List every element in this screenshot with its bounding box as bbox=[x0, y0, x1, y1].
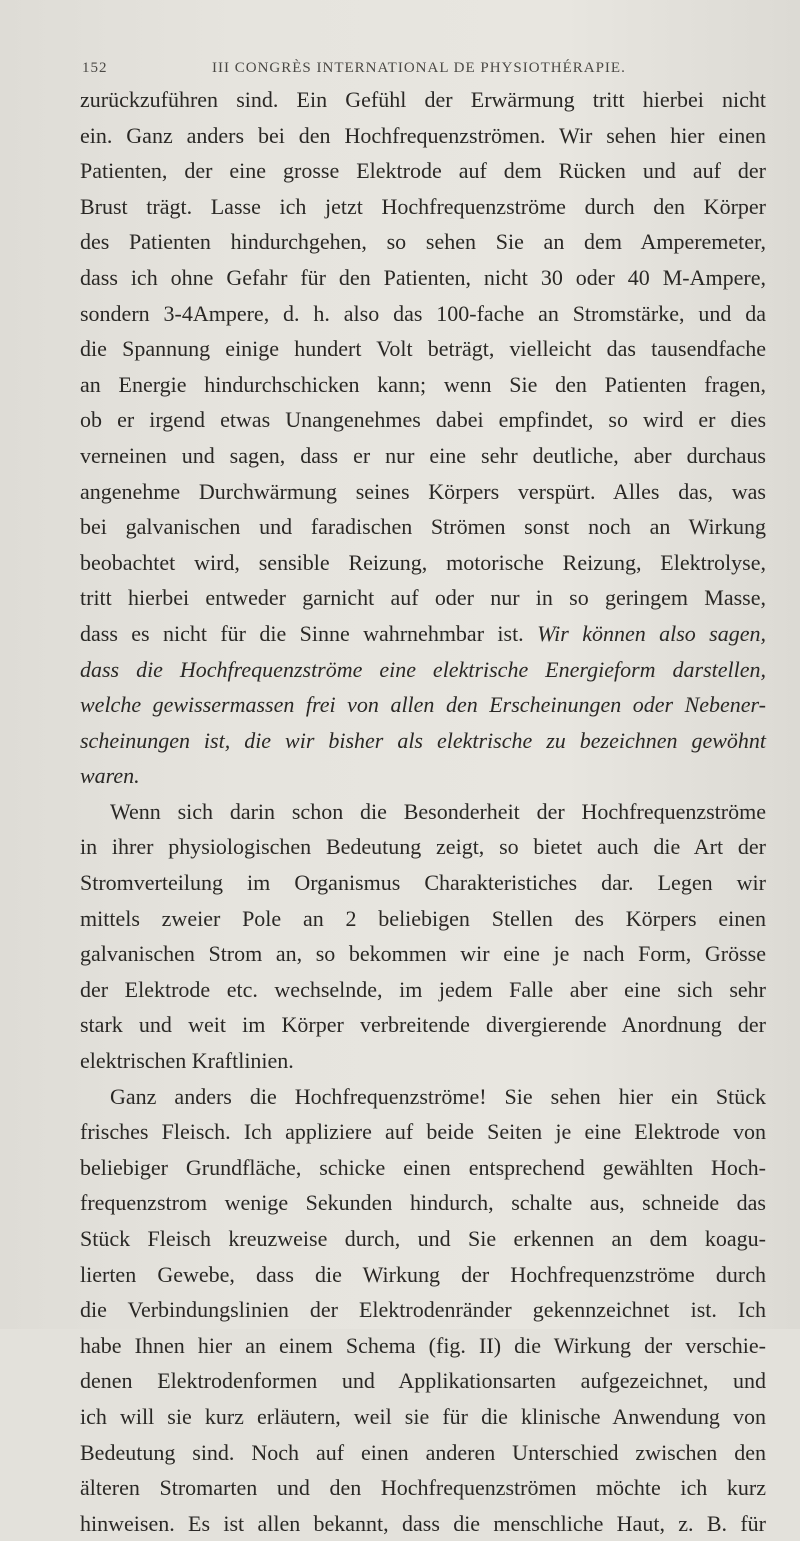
text-line: dass ich ohne Gefahr für den Patienten, nicht 30 oder 40 M-Ampere, bbox=[80, 264, 766, 290]
text-line: die Spannung einige hundert Volt beträgt, vielleicht das tausendfache bbox=[80, 336, 766, 362]
text-line: ich will sie kurz erläutern, weil sie für die klinische Anwendung von bbox=[80, 1403, 766, 1429]
italic-line: scheinungen ist, die wir bisher als elektrische zu bezeichnen gewöhnt bbox=[80, 727, 766, 753]
text-line: beliebiger Grundfläche, schicke einen entsprechend gewählten Hoch- bbox=[80, 1154, 766, 1180]
text-line: Wenn sich darin schon die Besonderheit der Hochfrequenzströme bbox=[110, 798, 766, 824]
text-line: Patienten, der eine grosse Elektrode auf dem Rücken und auf der bbox=[80, 158, 766, 184]
text-line: Ganz anders die Hochfrequenzströme! Sie sehen hier ein Stück bbox=[110, 1083, 766, 1109]
text-line: elektrischen Kraftlinien. bbox=[80, 1048, 294, 1074]
text-line: beobachtet wird, sensible Reizung, motorische Reizung, Elektrolyse, bbox=[80, 549, 766, 575]
text-line: hinweisen. Es ist allen bekannt, dass die menschliche Haut, z. B. für bbox=[80, 1510, 766, 1536]
italic-line: waren. bbox=[80, 763, 140, 789]
text-line: an Energie hindurchschicken kann; wenn Sie den Patienten fragen, bbox=[80, 371, 766, 397]
text-line: habe Ihnen hier an einem Schema (fig. II) die Wirkung der verschie- bbox=[80, 1332, 766, 1358]
text-line: Bedeutung sind. Noch auf einen anderen Unterschied zwischen den bbox=[80, 1439, 766, 1465]
body-text bbox=[80, 82, 766, 1541]
running-head: III CONGRÈS INTERNATIONAL DE PHYSIOTHÉRAPIE. bbox=[212, 60, 626, 76]
text-line: tritt hierbei entweder garnicht auf oder nur in so geringem Masse, bbox=[80, 585, 766, 611]
text-line: älteren Stromarten und den Hochfrequenzströmen möchte ich kurz bbox=[80, 1475, 766, 1501]
text-line: galvanischen Strom an, so bekommen wir eine je nach Form, Grösse bbox=[80, 941, 766, 967]
text-line: ein. Ganz anders bei den Hochfrequenzströmen. Wir sehen hier einen bbox=[80, 122, 766, 148]
page-number: 152 bbox=[82, 60, 108, 76]
text-line: des Patienten hindurchgehen, so sehen Sie an dem Amperemeter, bbox=[80, 229, 766, 255]
text-line: frisches Fleisch. Ich appliziere auf beide Seiten je eine Elektrode von bbox=[80, 1119, 766, 1145]
text-line: in ihrer physiologischen Bedeutung zeigt, so bietet auch die Art der bbox=[80, 834, 766, 860]
text-line: denen Elektrodenformen und Applikationsarten aufgezeichnet, und bbox=[80, 1368, 766, 1394]
text-line: lierten Gewebe, dass die Wirkung der Hochfrequenzströme durch bbox=[80, 1261, 766, 1287]
text-line: Stück Fleisch kreuzweise durch, und Sie erkennen an dem koagu- bbox=[80, 1226, 766, 1251]
roman-text: dass es nicht für die Sinne wahrnehmbar ist. bbox=[80, 620, 524, 646]
text-line: Stromverteilung im Organismus Charakteristiches dar. Legen wir bbox=[80, 870, 766, 896]
text-line: stark und weit im Körper verbreitende divergierende Anordnung der bbox=[80, 1012, 766, 1038]
text-line: angenehme Durchwärmung seines Körpers verspürt. Alles das, was bbox=[80, 478, 766, 504]
text-line-mixed bbox=[80, 616, 766, 652]
text-line: Brust trägt. Lasse ich jetzt Hochfrequenzströme durch den Körper bbox=[80, 193, 766, 219]
text-line: frequenzstrom wenige Sekunden hindurch, schalte aus, schneide das bbox=[80, 1190, 766, 1216]
italic-text: Wir können also sagen, bbox=[537, 620, 766, 646]
text-line: sondern 3-4Ampere, d. h. also das 100-fache an Stromstärke, und da bbox=[80, 300, 766, 326]
text-line: der Elektrode etc. wechselnde, im jedem Falle aber eine sich sehr bbox=[80, 976, 766, 1002]
italic-line: dass die Hochfrequenzströme eine elektrische Energieform darstellen, bbox=[80, 656, 766, 682]
text-line: zurückzuführen sind. Ein Gefühl der Erwärmung tritt hierbei nicht bbox=[80, 87, 766, 112]
text-line: ob er irgend etwas Unangenehmes dabei empfindet, so wird er dies bbox=[80, 407, 766, 433]
text-line: bei galvanischen und faradischen Strömen sonst noch an Wirkung bbox=[80, 514, 766, 540]
italic-line: welche gewissermassen frei von allen den Erscheinungen oder Nebener- bbox=[80, 692, 766, 718]
text-line: mittels zweier Pole an 2 beliebigen Stellen des Körpers einen bbox=[80, 905, 766, 931]
text-line: verneinen und sagen, dass er nur eine sehr deutliche, aber durchaus bbox=[80, 442, 766, 468]
text-line: die Verbindungslinien der Elektrodenränder gekennzeichnet ist. Ich bbox=[80, 1297, 766, 1323]
